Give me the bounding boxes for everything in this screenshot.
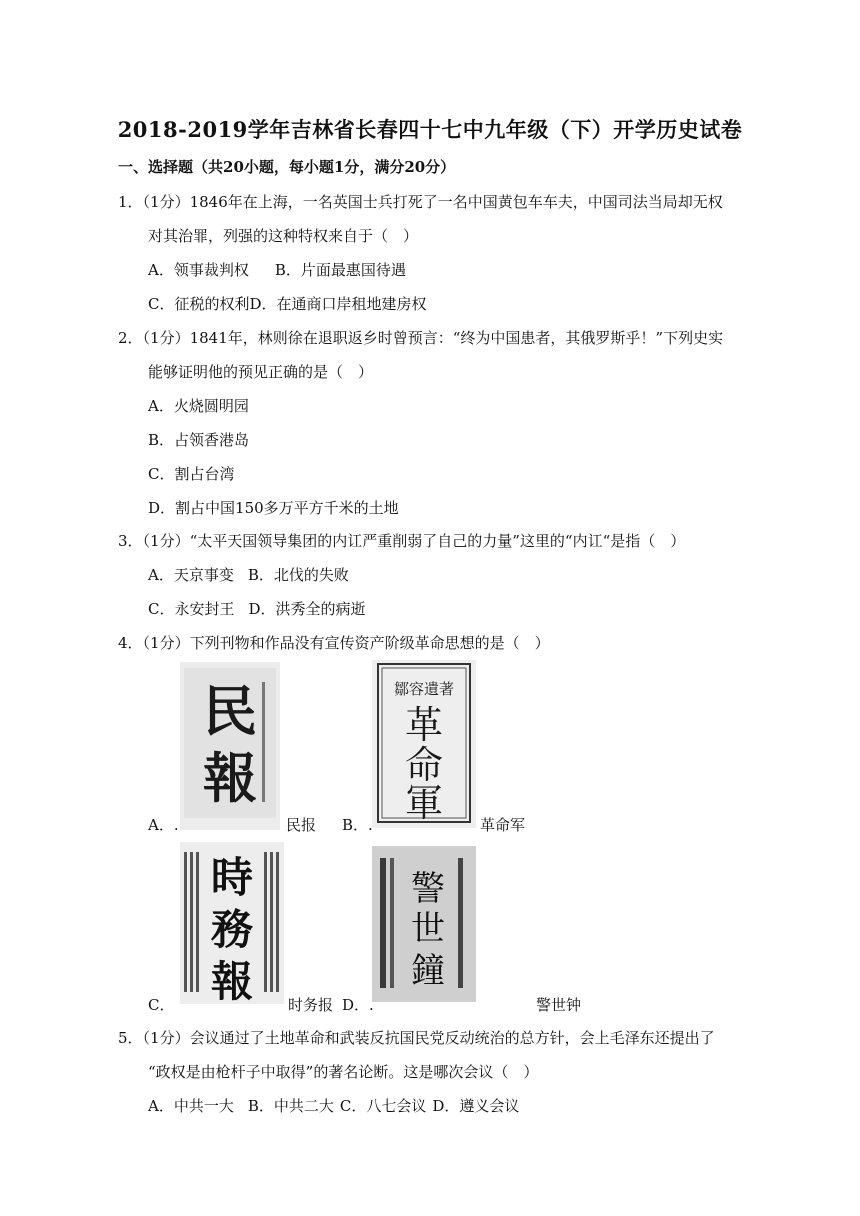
question-4-text-line-1: 4．（1分）下列刊物和作品没有宣传资产阶级革命思想的是（ ） [118, 634, 550, 652]
question-3-option-b[interactable]: B．北伐的失败 [247, 566, 349, 584]
question-4-option-a-prefix[interactable]: A．. [148, 816, 179, 834]
shiwubao-char-1: 時 [210, 853, 254, 902]
question-2-text-line-1: 2．（1分）1841年，林则徐在退职返乡时曾预言：“终为中国患者，其俄罗斯乎！”下列史实 [118, 329, 724, 347]
question-5-text-line-1: 5．（1分）会议通过了土地革命和武装反抗国民党反动统治的总方针，会上毛泽东还提出了 [118, 1029, 715, 1047]
jingshizhong-char-3: 鐘 [411, 951, 445, 991]
jingshizhong-char-2: 世 [411, 909, 445, 949]
shiwubao-char-2: 務 [210, 905, 254, 954]
gemingjun-char-2: 命 [404, 743, 444, 787]
question-4-option-a-label[interactable]: 民报 [286, 816, 317, 834]
question-4-option-d-prefix[interactable]: D．. [342, 996, 374, 1014]
question-1-text-line-1: 1．（1分）1846年在上海，一名英国士兵打死了一名中国黄包车车夫，中国司法当局却无权 [118, 193, 723, 211]
question-2-option-c[interactable]: C．割占台湾 [148, 465, 235, 483]
gemingjun-book-image [372, 660, 476, 828]
question-2-option-a[interactable]: A．火烧圆明园 [148, 397, 249, 415]
section-heading: 一、选择题（共20小题，每小题1分，满分20分） [118, 158, 456, 176]
gemingjun-char-3: 軍 [404, 781, 444, 825]
question-1-option-b[interactable]: B．片面最惠国待遇 [274, 261, 406, 279]
jingshizhong-book-image [372, 846, 476, 1002]
question-4-option-c-label[interactable]: 时务报 [288, 996, 334, 1014]
question-4-option-b-label[interactable]: 革命军 [480, 816, 526, 834]
exam-title: 2018-2019学年吉林省长春四十七中九年级（下）开学历史试卷 [117, 117, 743, 142]
minbao-newspaper-image [180, 662, 280, 830]
question-3-option-c[interactable]: C．永安封王 [148, 600, 235, 618]
gemingjun-char-1: 革 [404, 703, 444, 747]
question-3-option-d[interactable]: D．洪秀全的病逝 [248, 600, 366, 618]
question-3-options-cd [148, 598, 366, 619]
question-3-options-ab [148, 564, 349, 585]
gemingjun-author-text: 鄒容遺著 [393, 680, 455, 698]
question-3-option-a[interactable]: A．天京事变 [148, 566, 234, 584]
question-1-options-cd [148, 293, 427, 314]
question-5-option-b[interactable]: B．中共二大 [247, 1097, 334, 1115]
question-1-option-c[interactable]: C．征税的权利 [148, 295, 250, 313]
question-1-option-d[interactable]: D．在通商口岸租地建房权 [249, 295, 427, 313]
minbao-char-1: 民 [203, 679, 257, 743]
question-5-options [148, 1095, 519, 1116]
question-1-options-ab [148, 259, 406, 280]
question-5-option-c[interactable]: C．八七会议 [339, 1097, 427, 1115]
jingshizhong-char-1: 警 [411, 869, 445, 909]
question-4-option-d-label[interactable]: 警世钟 [536, 996, 582, 1014]
question-2-option-b[interactable]: B．占领香港岛 [148, 431, 250, 449]
question-2-text-line-2: 能够证明他的预见正确的是（ ） [148, 363, 374, 381]
shiwubao-char-3: 報 [210, 957, 254, 1004]
question-1-text-line-2: 对其治罪，列强的这种特权来自于（ ） [148, 227, 419, 245]
question-3-text-line-1: 3．（1分）“太平天国领导集团的内讧严重削弱了自己的力量”这里的“内讧“是指（ ） [118, 532, 686, 550]
question-5-option-a[interactable]: A．中共一大 [148, 1097, 234, 1115]
minbao-char-2: 報 [203, 746, 257, 810]
question-4-option-b-prefix[interactable]: B．. [342, 816, 373, 834]
question-5-text-line-2: “政权是由枪杆子中取得”的著名论断。这是哪次会议（ ） [148, 1063, 539, 1081]
question-1-option-a[interactable]: A．领事裁判权 [148, 261, 249, 279]
question-4-option-c-prefix[interactable]: C． [148, 996, 175, 1014]
shiwubao-newspaper-image [180, 842, 284, 1004]
question-5-option-d[interactable]: D．遵义会议 [432, 1097, 520, 1115]
question-2-option-d[interactable]: D．割占中国150多万平方千米的土地 [148, 499, 399, 517]
